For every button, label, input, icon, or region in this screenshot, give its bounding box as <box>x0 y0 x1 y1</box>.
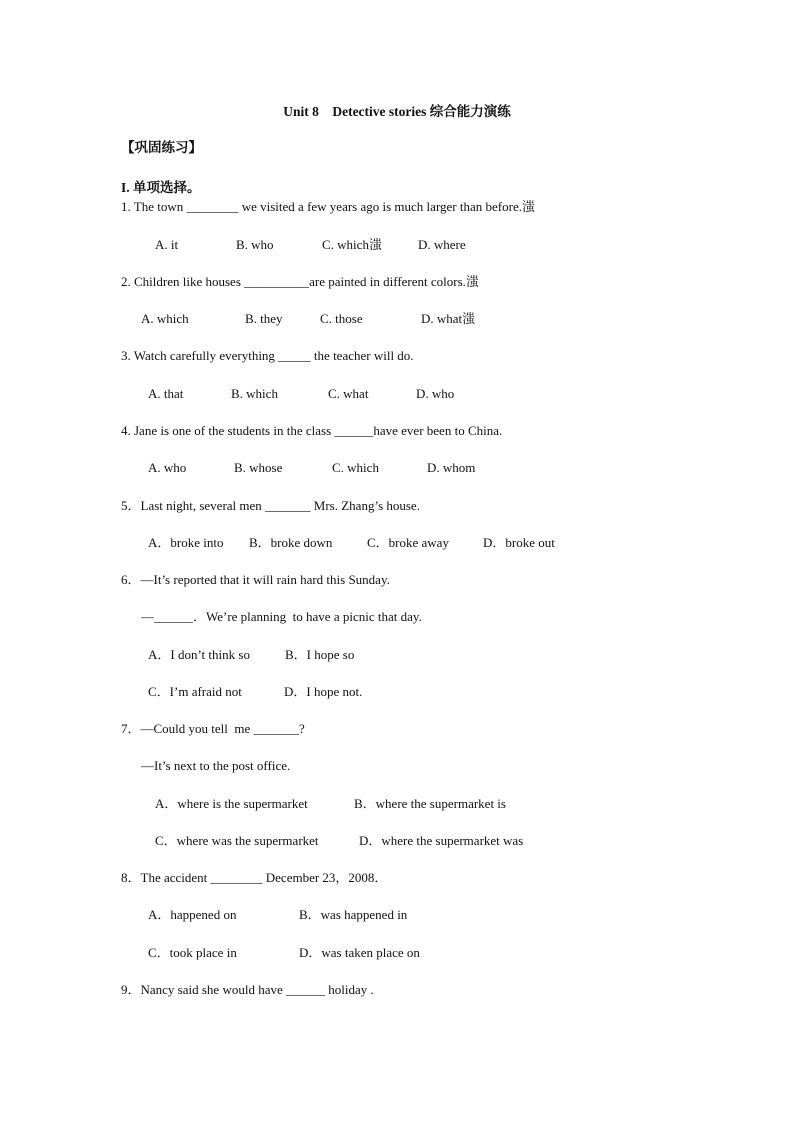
option-a: A. it <box>155 237 179 252</box>
option-b: B. they <box>245 311 283 326</box>
option-a: A．broke into <box>148 535 224 550</box>
option-b: B．I hope so <box>285 647 355 662</box>
option-b: B．broke down <box>249 535 333 550</box>
option-d: D. whom <box>427 460 476 475</box>
question-stem-continued: —______．We’re planning to have a picnic that day. <box>141 609 422 624</box>
option-d: D. where <box>418 237 466 252</box>
option-d: D．broke out <box>483 535 555 550</box>
question-stem: 3. Watch carefully everything _____ the teacher will do. <box>121 348 414 363</box>
question-stem: 8．The accident ________ December 23，2008． <box>121 870 388 885</box>
question-stem: 2. Children like houses __________are painted in different colors.滍 <box>121 274 479 289</box>
question-stem: 6．—It’s reported that it will rain hard this Sunday. <box>121 572 390 587</box>
option-a: A. that <box>148 386 184 401</box>
page-title: Unit 8 Detective stories 综合能力演练 <box>283 104 511 119</box>
question-stem: 4. Jane is one of the students in the class ______have ever been to China. <box>121 423 503 438</box>
option-a: A. which <box>141 311 189 326</box>
option-c: C．I’m afraid not <box>148 684 242 699</box>
option-c: C．broke away <box>367 535 449 550</box>
option-d: D．was taken place on <box>299 945 420 960</box>
option-d: D. what滍 <box>421 311 476 326</box>
option-b: B．where the supermarket is <box>354 796 506 811</box>
option-b: B．was happened in <box>299 907 408 922</box>
option-d: D. who <box>416 386 455 401</box>
question-stem: 5．Last night, several men _______ Mrs. Zhang’s house. <box>121 498 420 513</box>
option-d: D．where the supermarket was <box>359 833 524 848</box>
option-a: A．happened on <box>148 907 237 922</box>
option-b: B. which <box>231 386 278 401</box>
option-c: C. which <box>332 460 379 475</box>
option-d: D．I hope not. <box>284 684 363 699</box>
option-c: C. which滍 <box>322 237 382 252</box>
question-stem: 7．—Could you tell me _______? <box>121 721 305 736</box>
option-a: A．where is the supermarket <box>155 796 308 811</box>
section-heading: 【巩固练习】 <box>121 140 202 155</box>
option-b: B. whose <box>234 460 283 475</box>
question-stem: 1. The town ________ we visited a few years ago is much larger than before.滍 <box>121 199 535 214</box>
option-c: C. what <box>328 386 369 401</box>
option-a: A．I don’t think so <box>148 647 250 662</box>
subsection-heading: I. 单项选择。 <box>121 180 201 195</box>
option-c: C. those <box>320 311 363 326</box>
question-stem-continued: —It’s next to the post office. <box>141 758 291 773</box>
question-stem: 9．Nancy said she would have ______ holiday . <box>121 982 374 997</box>
option-a: A. who <box>148 460 187 475</box>
option-b: B. who <box>236 237 274 252</box>
option-c: C．took place in <box>148 945 237 960</box>
option-c: C．where was the supermarket <box>155 833 319 848</box>
